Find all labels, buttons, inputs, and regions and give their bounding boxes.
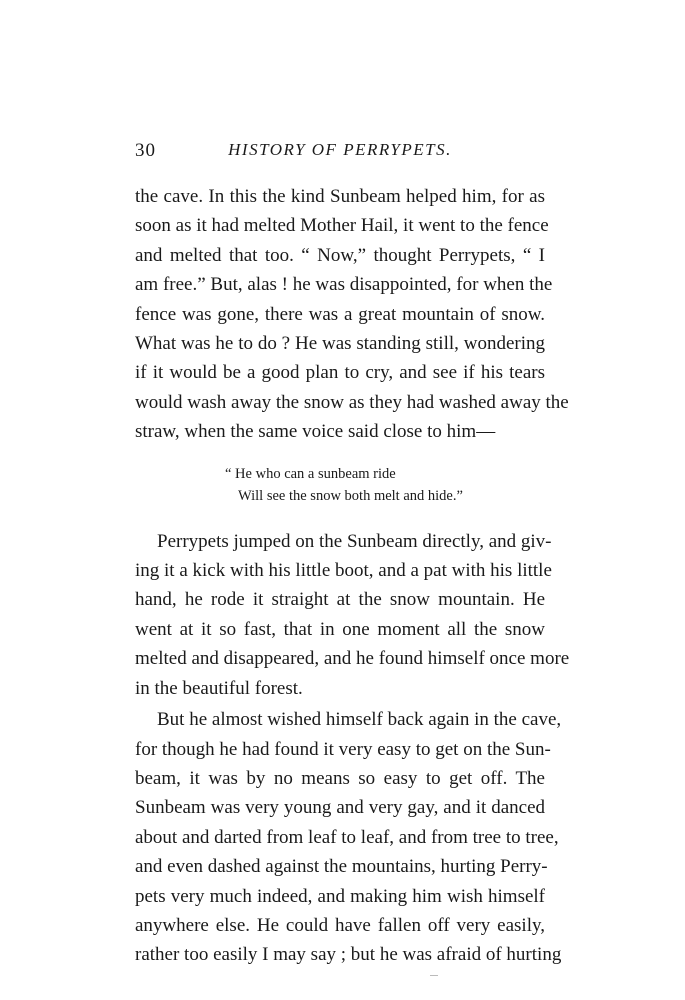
verse-quote	[135, 463, 545, 507]
text-line: about and darted from leaf to leaf, and from tree to tree,	[135, 826, 559, 848]
text-line: pets very much indeed, and making him wish himself	[135, 885, 545, 907]
text-line: beam, it was by no means so easy to get off. The	[135, 767, 545, 789]
text-line: the cave. In this the kind Sunbeam helped him, for as	[135, 186, 545, 207]
text-line: anywhere else. He could have fallen off very easily,	[135, 914, 545, 936]
page-number: 30	[135, 140, 156, 161]
text-line: hand, he rode it straight at the snow mountain. He	[135, 589, 545, 611]
body-text	[135, 182, 570, 970]
text-line: fence was gone, there was a great mountain of snow.	[135, 303, 545, 325]
verse-line: Will see the snow both melt and hide.”	[238, 487, 463, 504]
text-line: straw, when the same voice said close to him—	[135, 421, 496, 443]
running-title: HISTORY OF PERRYPETS.	[228, 140, 452, 159]
text-line: What was he to do ? He was standing still, wondering	[135, 333, 545, 355]
text-line: But he almost wished himself back again in the cave,	[157, 709, 562, 731]
text-line: for though he had found it very easy to get on the Sun-	[135, 738, 551, 760]
text-line: Sunbeam was very young and very gay, and it danced	[135, 797, 545, 819]
text-line: ing it a kick with his little boot, and a pat with his little	[135, 560, 552, 582]
text-line: am free.” But, alas ! he was disappointed, for when the	[135, 274, 553, 296]
paragraph-1	[135, 182, 569, 447]
text-line: soon as it had melted Mother Hail, it went to the fence	[135, 215, 549, 237]
text-line: would wash away the snow as they had washed away the	[135, 391, 569, 413]
text-line: went at it so fast, that in one moment all the snow	[135, 618, 545, 640]
paper-mark	[430, 975, 438, 976]
paragraph-2	[135, 527, 570, 703]
text-line: Perrypets jumped on the Sunbeam directly, and giv-	[157, 530, 552, 552]
running-head	[135, 140, 545, 166]
text-line: if it would be a good plan to cry, and see if his tears	[135, 362, 545, 384]
text-line: and even dashed against the mountains, hurting Perry-	[135, 856, 548, 878]
paragraph-3	[135, 705, 562, 970]
text-line: and melted that too. “ Now,” thought Perrypets, “ I	[135, 244, 545, 266]
text-line: melted and disappeared, and he found himself once more	[135, 648, 570, 670]
text-line: in the beautiful forest.	[135, 677, 303, 699]
verse-line: “ He who can a sunbeam ride	[225, 465, 396, 482]
text-line: rather too easily I may say ; but he was afraid of hurting	[135, 944, 562, 966]
